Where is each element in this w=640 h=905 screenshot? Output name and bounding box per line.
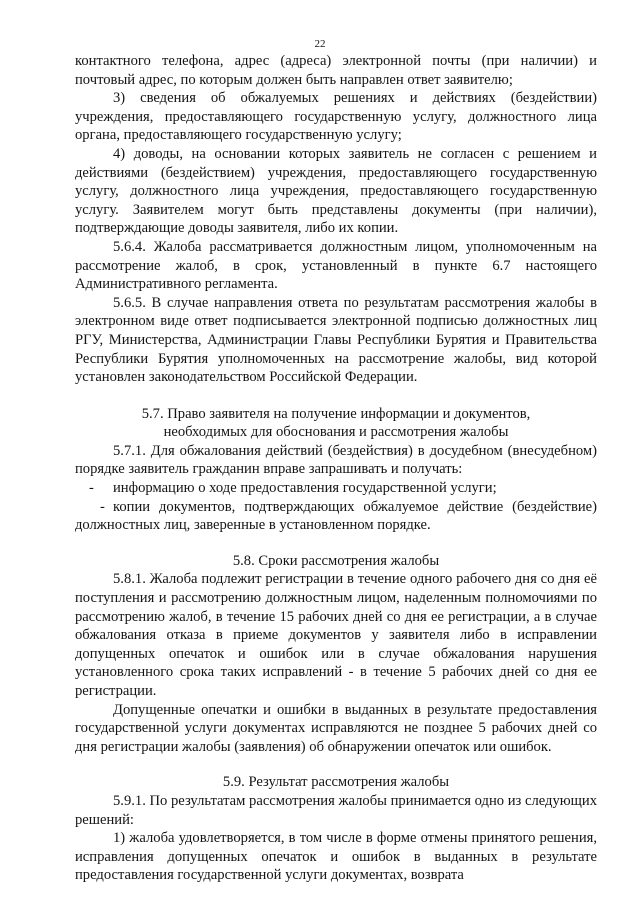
page-body xyxy=(75,52,597,885)
spacer xyxy=(75,756,597,773)
dash-marker: - xyxy=(89,498,105,515)
dash-marker: - xyxy=(89,480,94,497)
heading-5-7-line-2: необходимых для обоснования и рассмотрения жалобы xyxy=(163,424,509,441)
paragraph-5-8-1: 5.8.1. Жалоба подлежит регистрации в течение одного рабочего дня со дня её поступления и рассмотрению должностным лицом, наделенным полномочиями по рассмотрению жалоб, в течение 15 рабочих дней со дня ее регистрации, а в случае обжалования отказа в приеме документов у заявителя либо в исправлении допущенных опечаток и ошибок или в случае обжалования нарушения установленного срока таких исправлений - в течение 5 рабочих дней со дня ее регистрации. xyxy=(75,571,597,699)
paragraph-5-6-5: 5.6.5. В случае направления ответа по результатам рассмотрения жалобы в электронном виде ответ подписывается электронной подписью должностных лиц РГУ, Министерства, Администрации Главы Республики Бурятия и Правительства Республики Бурятия уполномоченных на рассмотрение жалобы, вид которой установлен законодательством Российской Федерации. xyxy=(75,294,597,386)
heading-5-8: 5.8. Сроки рассмотрения жалобы xyxy=(232,552,440,569)
list-item-text: копии документов, подтверждающих обжалуемое действие (бездействие) должностных лиц, заверенные в установленном порядке. xyxy=(75,498,597,534)
paragraph-item-3: 3) сведения об обжалуемых решениях и действиях (бездействии) учреждения, предоставляющего государственную услугу, должностного лица органа, предоставляющего государственную услугу; xyxy=(75,90,597,144)
spacer xyxy=(75,387,597,405)
heading-5-7-line-1: 5.7. Право заявителя на получение информации и документов, xyxy=(141,405,531,422)
list-item xyxy=(75,498,597,535)
paragraph-5-6-4: 5.6.4. Жалоба рассматривается должностным лицом, уполномоченным на рассмотрение жалоб, в срок, установленный в пункте 6.7 настоящего Административного регламента. xyxy=(75,238,597,293)
paragraph-item-4: 4) доводы, на основании которых заявитель не согласен с решением и действиями (бездействием) учреждения, предоставляющего государственную услугу, должностного лица учреждения, предоставляющего государственную услугу. Заявителем могут быть представлены документы (при наличии), подтверждающие доводы заявителя, либо их копии. xyxy=(75,145,597,237)
list-item-text: информацию о ходе предоставления государственной услуги; xyxy=(113,480,497,497)
paragraph-contact-details: контактного телефона, адрес (адреса) электронной почты (при наличии) и почтовый адрес, по которым должен быть направлен ответ заявителю; xyxy=(75,53,597,88)
list-item xyxy=(75,479,597,498)
paragraph-5-7-1: 5.7.1. Для обжалования действий (бездействия) в досудебном (внесудебном) порядке заявитель гражданин вправе запрашивать и получать: xyxy=(75,442,597,478)
page-number: 22 xyxy=(314,38,326,50)
paragraph-typos-correction: Допущенные опечатки и ошибки в выданных в результате предоставления государственной услуги документах исправляются не позднее 5 рабочих дней со дня регистрации жалобы (заявления) об обнаружении опечаток или ошибок. xyxy=(75,701,597,755)
paragraph-5-9-1: 5.9.1. По результатам рассмотрения жалобы принимается одно из следующих решений: xyxy=(75,792,597,828)
heading-5-9: 5.9. Результат рассмотрения жалобы xyxy=(222,774,450,791)
spacer xyxy=(75,535,597,552)
paragraph-decision-1: 1) жалоба удовлетворяется, в том числе в форме отмены принятого решения, исправления допущенных опечаток и ошибок в выданных в результате предоставления государственной услуги документах, возврата xyxy=(75,830,597,884)
